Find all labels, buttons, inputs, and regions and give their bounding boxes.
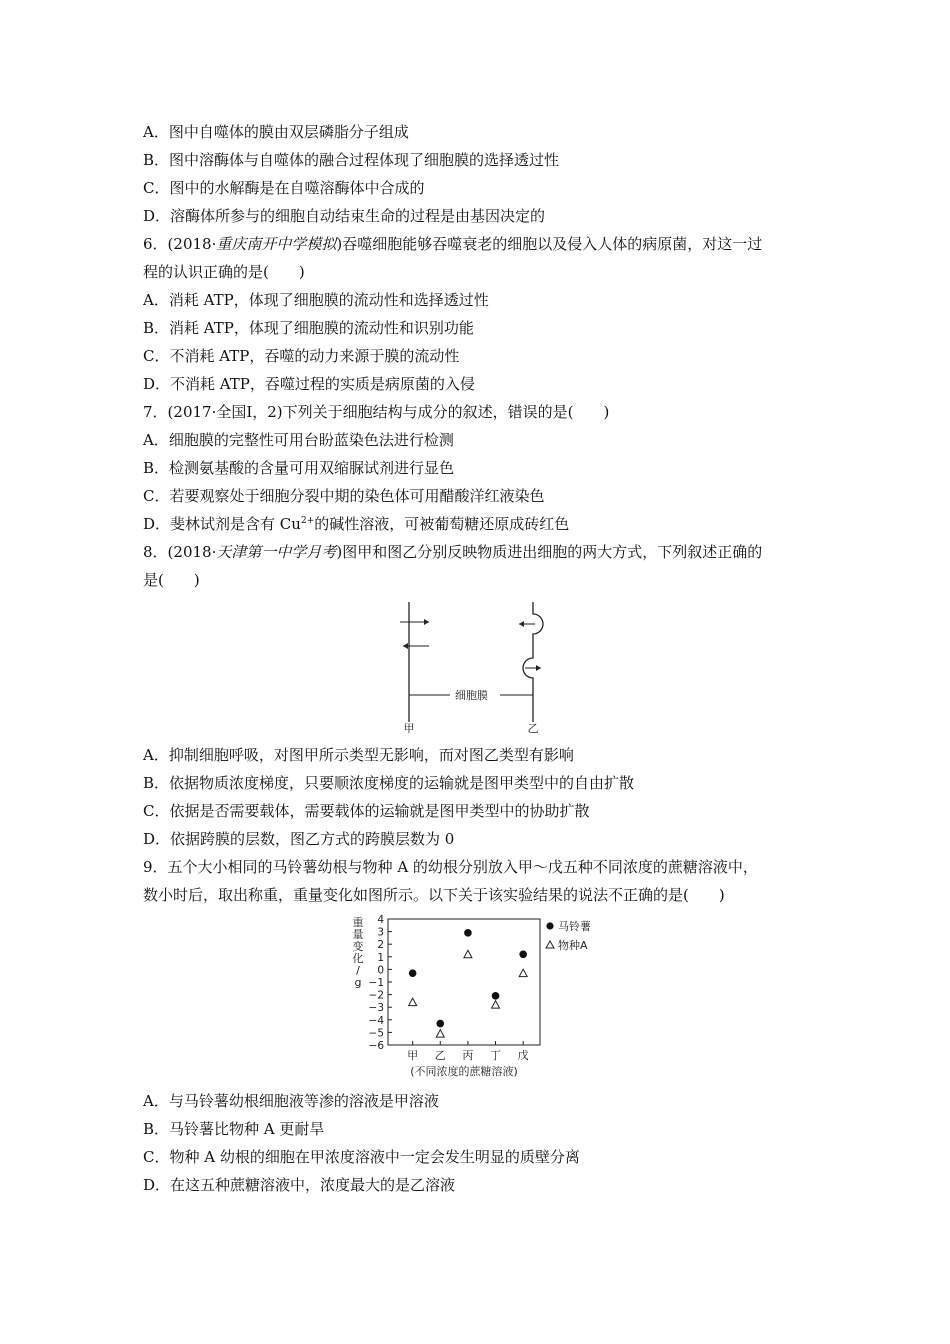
chart-y-label	[353, 915, 364, 989]
legend-marker-potato	[546, 922, 553, 929]
point-species-a	[519, 969, 527, 977]
q8-prefix: 8．(2018·	[143, 543, 217, 561]
y-label-char: 量	[352, 928, 364, 941]
y-tick-label: 3	[377, 926, 384, 939]
point-potato	[519, 950, 527, 958]
y-tick-label: 0	[377, 964, 384, 977]
q9-option-d: D．在这五种蔗糖溶液中，浓度最大的是乙溶液	[143, 1176, 456, 1194]
q7-option-a: A．细胞膜的完整性可用台盼蓝染色法进行检测	[143, 431, 454, 449]
chart-x-label: (不同浓度的蔗糖溶液)	[410, 1065, 518, 1078]
q6-option-c: C．不消耗 ATP，吞噬的动力来源于膜的流动性	[143, 347, 460, 365]
y-label-char: 重	[352, 916, 364, 929]
q9-stem-line2: 数小时后，取出称重，重量变化如图所示。以下关于该实验结果的说法不正确的是( )	[143, 886, 725, 904]
q8-option-c: C．依据是否需要载体，需要载体的运输就是图甲类型中的协助扩散	[143, 802, 590, 820]
q5-option-d: D．溶酶体所参与的细胞自动结束生命的过程是由基因决定的	[143, 207, 546, 225]
q8-option-d: D．依据跨膜的层数，图乙方式的跨膜层数为 0	[143, 830, 455, 848]
membrane-yi-line	[523, 602, 543, 722]
legend-marker-species-a	[546, 941, 554, 948]
point-potato	[492, 992, 500, 1000]
y-tick-label: −6	[368, 1040, 384, 1052]
y-tick-label: 4	[377, 914, 384, 926]
q6-stem1: )吞噬细胞能够吞噬衰老的细胞以及侵入人体的病原菌，对这一过	[336, 235, 763, 253]
q8-option-b: B．依据物质浓度梯度，只要顺浓度梯度的运输就是图甲类型中的自由扩散	[143, 774, 635, 792]
membrane-transport-figure	[395, 598, 565, 738]
q9-stem-line1: 9．五个大小相同的马铃薯幼根与物种 A 的幼根分别放入甲～戊五种不同浓度的蔗糖溶液中，	[143, 858, 758, 876]
legend-label-species-a: 物种A	[558, 939, 588, 952]
q7-stem: 7．(2017·全国Ⅰ，2)下列关于细胞结构与成分的叙述，错误的是( )	[143, 403, 610, 421]
q7-option-d	[143, 514, 569, 534]
point-species-a	[409, 998, 417, 1006]
q5-option-a: A．图中自噬体的膜由双层磷脂分子组成	[143, 123, 409, 141]
chart-x-ticks	[407, 1041, 529, 1062]
y-tick-label: 1	[377, 951, 384, 964]
point-potato	[464, 929, 472, 937]
y-label-char: /	[356, 964, 360, 977]
q8-stem1: )图甲和图乙分别反映物质进出细胞的两大方式，下列叙述正确的	[336, 543, 763, 561]
weight-change-chart	[348, 912, 608, 1082]
q6-stem-line2: 程的认识正确的是( )	[143, 263, 305, 281]
q9-option-a: A．与马铃薯幼根细胞液等渗的溶液是甲溶液	[143, 1092, 439, 1110]
q7-option-b: B．检测氨基酸的含量可用双缩脲试剂进行显色	[143, 459, 455, 477]
x-tick-label: 乙	[434, 1049, 446, 1062]
q9-option-b: B．马铃薯比物种 A 更耐旱	[143, 1120, 325, 1138]
x-tick-label: 甲	[407, 1049, 419, 1062]
q9-option-c: C．物种 A 幼根的细胞在甲浓度溶液中一定会发生明显的质壁分离	[143, 1148, 580, 1166]
x-tick-label: 戊	[517, 1049, 529, 1062]
q7-option-d-sup: 2+	[300, 516, 315, 526]
q6-option-a: A．消耗 ATP，体现了细胞膜的流动性和选择透过性	[143, 291, 489, 309]
point-potato	[409, 969, 417, 977]
y-tick-label: −5	[368, 1027, 384, 1040]
q6-option-b: B．消耗 ATP，体现了细胞膜的流动性和识别功能	[143, 319, 474, 337]
q8-option-a: A．抑制细胞呼吸，对图甲所示类型无影响，而对图乙类型有影响	[143, 746, 574, 764]
label-jia: 甲	[403, 722, 415, 735]
point-species-a	[492, 1001, 500, 1009]
legend-label-potato: 马铃薯	[558, 920, 591, 933]
arrowhead-jia-in	[403, 643, 408, 649]
y-tick-label: −4	[368, 1014, 384, 1027]
q6-option-d: D．不消耗 ATP，吞噬过程的实质是病原菌的入侵	[143, 375, 475, 393]
q5-option-b: B．图中溶酶体与自噬体的融合过程体现了细胞膜的选择透过性	[143, 151, 560, 169]
q6-source: 重庆南开中学模拟	[216, 235, 337, 253]
q6-stem-line1	[143, 234, 762, 254]
point-potato	[436, 1020, 444, 1028]
y-tick-label: −3	[368, 1002, 384, 1015]
chart-points	[409, 929, 528, 1037]
y-label-char: 变	[352, 940, 364, 953]
membrane-label: 细胞膜	[455, 689, 488, 702]
arrowhead-yi-out	[536, 665, 541, 671]
y-label-char: g	[354, 976, 362, 989]
q7-option-d-post: 的碱性溶液，可被葡萄糖还原成砖红色	[314, 515, 570, 533]
y-label-char: 化	[352, 952, 364, 965]
y-tick-label: 2	[377, 939, 384, 952]
y-tick-label: −2	[368, 989, 384, 1002]
arrowhead-jia-out	[424, 619, 429, 625]
q7-option-d-pre: D．斐林试剂是含有 Cu	[143, 515, 301, 533]
x-tick-label: 丙	[462, 1049, 474, 1062]
arrowhead-yi-in	[519, 621, 524, 627]
q8-stem-line2: 是( )	[143, 571, 200, 589]
point-species-a	[464, 950, 472, 958]
label-yi: 乙	[527, 722, 539, 735]
q8-source: 天津第一中学月考	[216, 543, 337, 561]
q5-option-c: C．图中的水解酶是在自噬溶酶体中合成的	[143, 179, 425, 197]
x-tick-label: 丁	[490, 1049, 502, 1062]
y-tick-label: −1	[368, 977, 384, 989]
point-species-a	[436, 1030, 444, 1038]
chart-legend	[546, 919, 591, 952]
chart-plot-frame	[388, 919, 540, 1045]
q6-prefix: 6．(2018·	[143, 235, 217, 253]
q8-stem-line1	[143, 542, 762, 562]
q7-option-c: C．若要观察处于细胞分裂中期的染色体可用醋酸洋红液染色	[143, 487, 545, 505]
